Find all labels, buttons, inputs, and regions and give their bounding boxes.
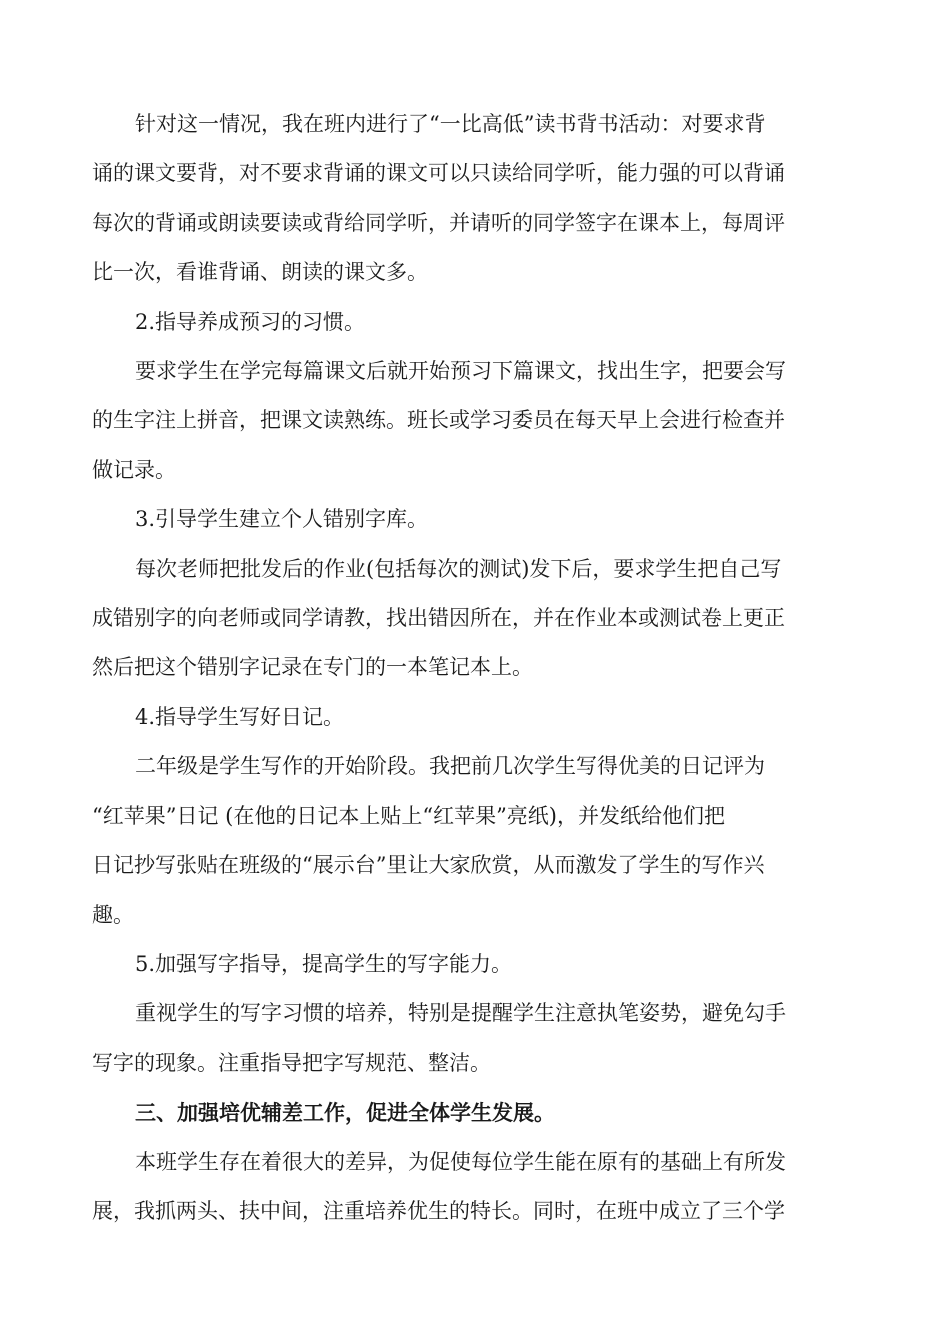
text-line: 重视学生的写字习惯的培养，特别是提醒学生注意执笔姿势，避免勾手 <box>135 1001 786 1026</box>
text-line: 4.指导学生写好日记。 <box>135 704 345 729</box>
text-line: 写字的现象。注重指导把字写规范、整洁。 <box>92 1050 491 1075</box>
text-line: 成错别字的向老师或同学请教，找出错因所在，并在作业本或测试卷上更正 <box>92 606 785 631</box>
section-heading-error-bank <box>92 495 842 544</box>
text-line: 3.引导学生建立个人错别字库。 <box>135 507 429 532</box>
text-line: 5.加强写字指导，提高学生的写字能力。 <box>135 951 513 976</box>
paragraph-recitation-activity <box>92 100 842 298</box>
text-line: 每次老师把批发后的作业(包括每次的测试)发下后，要求学生把自己写 <box>135 556 782 581</box>
text-line: 每次的背诵或朗读要读或背给同学听，并请听的同学签字在课本上，每周评 <box>92 210 785 235</box>
text-line: 诵的课文要背，对不要求背诵的课文可以只读给同学听，能力强的可以背诵 <box>92 161 785 186</box>
section-heading-preview-habit <box>92 298 842 347</box>
text-line: 展，我抓两头、扶中间，注重培养优生的特长。同时，在班中成立了三个学 <box>92 1198 785 1223</box>
section-heading-handwriting <box>92 940 842 989</box>
text-line: 然后把这个错别字记录在专门的一本笔记本上。 <box>92 655 533 680</box>
text-line: “红苹果”日记 (在他的日记本上贴上“红苹果”亮纸)，并发纸给他们把 <box>92 803 726 828</box>
text-line: 要求学生在学完每篇课文后就开始预习下篇课文，找出生字，把要会写 <box>135 359 786 384</box>
text-line: 趣。 <box>92 902 134 927</box>
paragraph-handwriting <box>92 989 842 1088</box>
paragraph-error-bank <box>92 545 842 693</box>
text-line: 针对这一情况，我在班内进行了“一比高低”读书背书活动：对要求背 <box>135 112 766 136</box>
paragraph-preview-habit <box>92 347 842 495</box>
document-page <box>92 100 842 1236</box>
text-line: 日记抄写张贴在班级的“展示台”里让大家欣赏，从而激发了学生的写作兴 <box>92 853 765 878</box>
paragraph-diary <box>92 742 842 940</box>
text-line: 比一次，看谁背诵、朗读的课文多。 <box>92 260 428 285</box>
text-line: 二年级是学生写作的开始阶段。我把前几次学生写得优美的日记评为 <box>135 754 765 779</box>
section-heading-diary <box>92 693 842 742</box>
text-line: 2.指导养成预习的习惯。 <box>135 309 366 334</box>
text-line: 本班学生存在着很大的差异，为促使每位学生能在原有的基础上有所发 <box>135 1149 786 1174</box>
section-heading-tutoring <box>92 1088 842 1137</box>
paragraph-tutoring <box>92 1138 842 1237</box>
text-line: 三、加强培优辅差工作，促进全体学生发展。 <box>135 1100 555 1126</box>
text-line: 做记录。 <box>92 457 176 482</box>
text-line: 的生字注上拼音，把课文读熟练。班长或学习委员在每天早上会进行检查并 <box>92 408 785 433</box>
